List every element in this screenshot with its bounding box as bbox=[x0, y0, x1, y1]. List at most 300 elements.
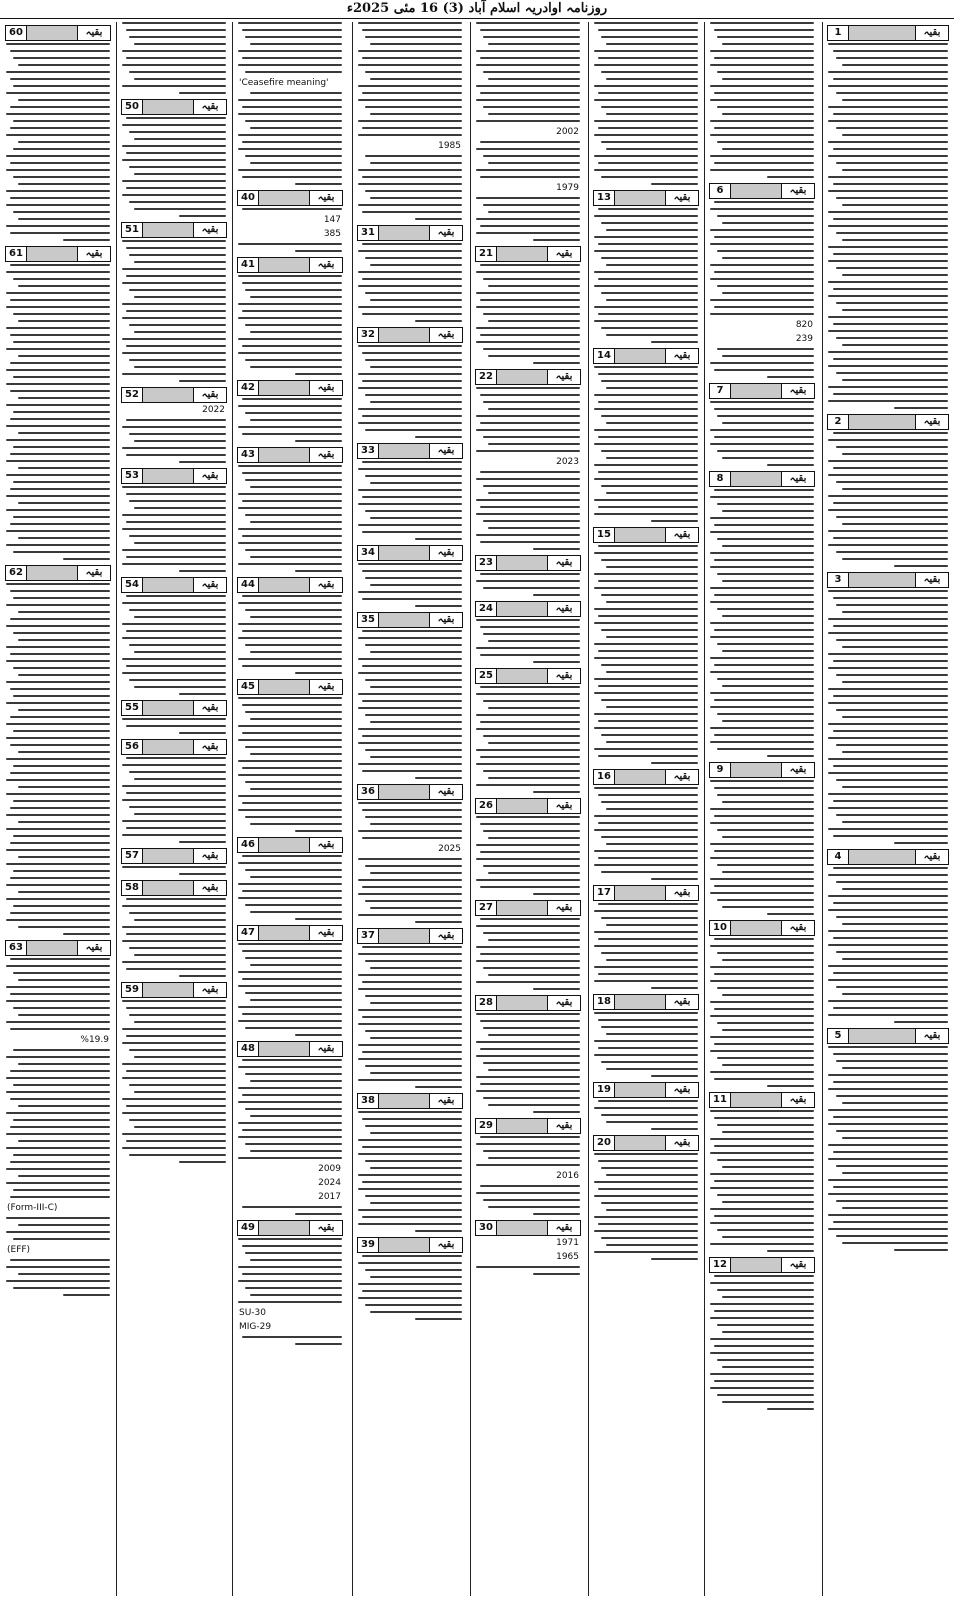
text-block bbox=[826, 432, 950, 567]
masthead-dateline: روزنامہ اوادریہ اسلام آباد (3) 16 مئی 2025ء bbox=[0, 0, 954, 19]
text-block bbox=[4, 1049, 112, 1198]
continuation-item bbox=[592, 885, 700, 989]
tag-shade bbox=[497, 602, 547, 616]
continuation-item bbox=[236, 190, 344, 252]
continuation-item bbox=[236, 679, 344, 832]
tag-number: 51 bbox=[122, 223, 143, 237]
text-block bbox=[826, 590, 950, 844]
continuation-item bbox=[236, 925, 344, 1036]
tag-label: بقیہ bbox=[781, 384, 814, 398]
text-block bbox=[356, 345, 464, 438]
tag-shade bbox=[497, 1119, 547, 1133]
tag-number: 15 bbox=[594, 528, 615, 542]
column-6 bbox=[592, 22, 700, 1596]
tag-number: 62 bbox=[6, 566, 27, 580]
tag-shade bbox=[379, 1238, 429, 1252]
tag-shade bbox=[731, 1093, 781, 1107]
tag-number: 21 bbox=[476, 247, 497, 261]
text-block bbox=[592, 22, 700, 185]
tag-number: 19 bbox=[594, 1083, 615, 1097]
tag-number: 8 bbox=[710, 472, 731, 486]
tag-shade bbox=[849, 850, 915, 864]
continuation-tag bbox=[593, 190, 699, 206]
tag-shade bbox=[379, 613, 429, 627]
text-block bbox=[592, 903, 700, 989]
tag-shade bbox=[27, 26, 77, 40]
text-block bbox=[356, 946, 464, 1088]
inline-figure: 385 bbox=[323, 229, 341, 239]
tag-number: 22 bbox=[476, 370, 497, 384]
tag-number: 16 bbox=[594, 770, 615, 784]
tag-shade bbox=[849, 415, 915, 429]
text-block bbox=[120, 718, 228, 734]
inline-figure: 2009 bbox=[318, 1164, 341, 1174]
tag-label: بقیہ bbox=[309, 926, 342, 940]
text-block bbox=[708, 938, 816, 1087]
text-block bbox=[708, 348, 816, 378]
tag-number: 4 bbox=[828, 850, 849, 864]
continuation-tag bbox=[121, 468, 227, 484]
tag-label: بقیہ bbox=[781, 472, 814, 486]
text-block bbox=[236, 22, 344, 73]
continuation-item bbox=[592, 190, 700, 343]
continuation-tag bbox=[357, 327, 463, 343]
text-block bbox=[4, 43, 112, 241]
continuation-item bbox=[474, 246, 582, 364]
continuation-item bbox=[120, 700, 228, 734]
text-block bbox=[120, 866, 228, 875]
continuation-item bbox=[826, 414, 950, 567]
inline-figure: 1965 bbox=[556, 1252, 579, 1262]
continuation-tag bbox=[121, 577, 227, 593]
tag-number: 60 bbox=[6, 26, 27, 40]
continuation-item bbox=[474, 668, 582, 793]
continuation-tag bbox=[827, 572, 949, 588]
text-block bbox=[592, 1100, 700, 1130]
tag-number: 24 bbox=[476, 602, 497, 616]
continuation-tag bbox=[237, 577, 343, 593]
continuation-item bbox=[356, 1237, 464, 1320]
continuation-tag bbox=[357, 1237, 463, 1253]
column-1 bbox=[4, 22, 112, 1596]
tag-shade bbox=[731, 921, 781, 935]
tag-shade bbox=[497, 799, 547, 813]
text-block bbox=[236, 1206, 344, 1215]
text-block bbox=[474, 619, 582, 663]
tag-label: بقیہ bbox=[429, 444, 462, 458]
tag-label: بقیہ bbox=[429, 328, 462, 342]
continuation-item bbox=[4, 565, 112, 935]
tag-label: بقیہ bbox=[193, 223, 226, 237]
continuation-tag bbox=[237, 257, 343, 273]
tag-shade bbox=[143, 578, 193, 592]
tag-label: بقیہ bbox=[547, 799, 580, 813]
text-block bbox=[826, 43, 950, 409]
continuation-item bbox=[708, 1257, 816, 1410]
tag-label: بقیہ bbox=[429, 785, 462, 799]
continuation-item bbox=[708, 762, 816, 915]
tag-number: 57 bbox=[122, 849, 143, 863]
tag-number: 45 bbox=[238, 680, 259, 694]
tag-number: 12 bbox=[710, 1258, 731, 1272]
text-block bbox=[120, 240, 228, 382]
tag-shade bbox=[143, 849, 193, 863]
tag-number: 11 bbox=[710, 1093, 731, 1107]
continuation-tag bbox=[709, 1092, 815, 1108]
continuation-item bbox=[474, 369, 582, 550]
continuation-item bbox=[236, 837, 344, 920]
continuation-item bbox=[236, 380, 344, 442]
inline-figure: 2025 bbox=[438, 844, 461, 854]
column-4 bbox=[356, 22, 464, 1596]
tag-label: بقیہ bbox=[309, 381, 342, 395]
tag-label: بقیہ bbox=[547, 901, 580, 915]
tag-number: 23 bbox=[476, 556, 497, 570]
text-block bbox=[826, 867, 950, 1023]
text-block bbox=[708, 1110, 816, 1252]
tag-number: 46 bbox=[238, 838, 259, 852]
tag-shade bbox=[849, 573, 915, 587]
inline-figure: 'Ceasefire meaning' bbox=[239, 78, 329, 88]
tag-shade bbox=[497, 996, 547, 1010]
text-block bbox=[592, 1153, 700, 1260]
tag-number: 27 bbox=[476, 901, 497, 915]
tag-number: 28 bbox=[476, 996, 497, 1010]
tag-shade bbox=[259, 258, 309, 272]
tag-shade bbox=[497, 556, 547, 570]
continuation-tag bbox=[593, 769, 699, 785]
continuation-tag bbox=[121, 99, 227, 115]
continuation-item bbox=[592, 1135, 700, 1260]
continuation-item bbox=[236, 1041, 344, 1215]
tag-label: بقیہ bbox=[429, 226, 462, 240]
tag-shade bbox=[731, 184, 781, 198]
text-block bbox=[120, 595, 228, 695]
tag-shade bbox=[259, 381, 309, 395]
tag-label: بقیہ bbox=[193, 881, 226, 895]
continuation-tag bbox=[357, 612, 463, 628]
continuation-item bbox=[356, 928, 464, 1088]
text-block bbox=[120, 117, 228, 217]
continuation-tag bbox=[237, 1220, 343, 1236]
tag-shade bbox=[259, 1221, 309, 1235]
tag-number: 30 bbox=[476, 1221, 497, 1235]
tag-number: 20 bbox=[594, 1136, 615, 1150]
tag-shade bbox=[615, 886, 665, 900]
text-block bbox=[120, 22, 228, 94]
tag-number: 34 bbox=[358, 546, 379, 560]
tag-number: 56 bbox=[122, 740, 143, 754]
text-block bbox=[236, 697, 344, 832]
tag-shade bbox=[143, 983, 193, 997]
tag-number: 39 bbox=[358, 1238, 379, 1252]
continuation-item bbox=[474, 555, 582, 596]
tag-label: بقیہ bbox=[547, 247, 580, 261]
continuation-item bbox=[120, 387, 228, 463]
column-8 bbox=[826, 22, 950, 1596]
tag-label: بقیہ bbox=[915, 850, 948, 864]
tag-label: بقیہ bbox=[547, 996, 580, 1010]
continuation-tag bbox=[593, 348, 699, 364]
tag-shade bbox=[731, 384, 781, 398]
text-block bbox=[708, 1275, 816, 1410]
tag-label: بقیہ bbox=[309, 448, 342, 462]
text-block bbox=[708, 201, 816, 315]
continuation-tag bbox=[827, 849, 949, 865]
tag-shade bbox=[731, 472, 781, 486]
column-rule bbox=[470, 22, 471, 1596]
continuation-tag bbox=[237, 380, 343, 396]
text-block bbox=[826, 1046, 950, 1251]
continuation-item bbox=[826, 572, 950, 844]
tag-number: 31 bbox=[358, 226, 379, 240]
continuation-item bbox=[474, 601, 582, 663]
text-block bbox=[592, 366, 700, 522]
tag-label: بقیہ bbox=[309, 1221, 342, 1235]
tag-label: بقیہ bbox=[665, 995, 698, 1009]
continuation-item bbox=[826, 849, 950, 1023]
tag-number: 26 bbox=[476, 799, 497, 813]
continuation-item bbox=[592, 348, 700, 522]
tag-label: بقیہ bbox=[665, 349, 698, 363]
tag-label: بقیہ bbox=[665, 1083, 698, 1097]
tag-shade bbox=[497, 901, 547, 915]
continuation-item bbox=[120, 222, 228, 382]
text-block bbox=[474, 22, 582, 122]
continuation-tag bbox=[121, 739, 227, 755]
tag-label: بقیہ bbox=[77, 941, 110, 955]
text-block bbox=[4, 958, 112, 1030]
tag-label: بقیہ bbox=[665, 528, 698, 542]
text-block bbox=[356, 858, 464, 923]
inline-figure: 1985 bbox=[438, 141, 461, 151]
continuation-tag bbox=[475, 995, 581, 1011]
tag-number: 14 bbox=[594, 349, 615, 363]
tag-shade bbox=[379, 226, 429, 240]
text-block bbox=[236, 465, 344, 572]
continuation-item bbox=[356, 225, 464, 322]
continuation-item bbox=[592, 1082, 700, 1130]
tag-number: 36 bbox=[358, 785, 379, 799]
text-block bbox=[592, 545, 700, 764]
continuation-tag bbox=[5, 25, 111, 41]
inline-figure: 2002 bbox=[556, 127, 579, 137]
tag-shade bbox=[259, 838, 309, 852]
tag-number: 48 bbox=[238, 1042, 259, 1056]
tag-shade bbox=[379, 328, 429, 342]
tag-label: بقیہ bbox=[665, 1136, 698, 1150]
tag-shade bbox=[143, 881, 193, 895]
tag-number: 40 bbox=[238, 191, 259, 205]
inline-figure: 2023 bbox=[556, 457, 579, 467]
tag-number: 59 bbox=[122, 983, 143, 997]
continuation-item bbox=[592, 769, 700, 880]
continuation-tag bbox=[237, 1041, 343, 1057]
continuation-tag bbox=[237, 837, 343, 853]
continuation-item bbox=[826, 1028, 950, 1251]
continuation-tag bbox=[709, 920, 815, 936]
column-5 bbox=[474, 22, 582, 1596]
tag-label: بقیہ bbox=[193, 100, 226, 114]
continuation-tag bbox=[5, 940, 111, 956]
continuation-tag bbox=[237, 679, 343, 695]
tag-label: بقیہ bbox=[781, 763, 814, 777]
continuation-tag bbox=[593, 1135, 699, 1151]
text-block bbox=[356, 243, 464, 322]
tag-label: بقیہ bbox=[77, 26, 110, 40]
continuation-item bbox=[708, 471, 816, 757]
continuation-tag bbox=[709, 762, 815, 778]
text-block bbox=[474, 141, 582, 178]
continuation-item bbox=[4, 246, 112, 560]
text-block bbox=[474, 686, 582, 793]
inline-figure: 2022 bbox=[202, 405, 225, 415]
tag-shade bbox=[27, 247, 77, 261]
continuation-item bbox=[474, 900, 582, 990]
continuation-item bbox=[120, 982, 228, 1163]
tag-number: 33 bbox=[358, 444, 379, 458]
tag-shade bbox=[849, 1029, 915, 1043]
tag-shade bbox=[379, 929, 429, 943]
text-block bbox=[4, 1217, 112, 1240]
continuation-tag bbox=[121, 222, 227, 238]
continuation-item bbox=[120, 468, 228, 572]
text-block bbox=[120, 486, 228, 572]
tag-shade bbox=[259, 191, 309, 205]
text-block bbox=[356, 1255, 464, 1320]
text-block bbox=[236, 275, 344, 375]
tag-label: بقیہ bbox=[665, 770, 698, 784]
continuation-item bbox=[120, 739, 228, 843]
tag-label: بقیہ bbox=[309, 838, 342, 852]
tag-label: بقیہ bbox=[781, 184, 814, 198]
tag-label: بقیہ bbox=[429, 1094, 462, 1108]
inline-figure: 820 bbox=[795, 320, 813, 330]
tag-number: 43 bbox=[238, 448, 259, 462]
tag-label: بقیہ bbox=[193, 983, 226, 997]
tag-number: 25 bbox=[476, 669, 497, 683]
tag-shade bbox=[615, 191, 665, 205]
tag-number: 3 bbox=[828, 573, 849, 587]
continuation-tag bbox=[475, 369, 581, 385]
continuation-tag bbox=[475, 555, 581, 571]
continuation-item bbox=[356, 1093, 464, 1232]
tag-shade bbox=[143, 100, 193, 114]
continuation-item bbox=[592, 527, 700, 764]
tag-label: بقیہ bbox=[193, 469, 226, 483]
text-block bbox=[236, 855, 344, 920]
tag-shade bbox=[143, 469, 193, 483]
column-rule bbox=[704, 22, 705, 1596]
tag-shade bbox=[27, 941, 77, 955]
tag-number: 6 bbox=[710, 184, 731, 198]
continuation-item bbox=[356, 443, 464, 540]
text-block bbox=[474, 1013, 582, 1113]
tag-shade bbox=[497, 247, 547, 261]
tag-number: 5 bbox=[828, 1029, 849, 1043]
text-block bbox=[592, 787, 700, 880]
tag-number: 13 bbox=[594, 191, 615, 205]
text-block bbox=[474, 1266, 582, 1275]
text-block bbox=[474, 197, 582, 241]
text-block bbox=[708, 489, 816, 757]
inline-figure: 2017 bbox=[318, 1192, 341, 1202]
column-rule bbox=[232, 22, 233, 1596]
tag-number: 63 bbox=[6, 941, 27, 955]
text-block bbox=[592, 1012, 700, 1077]
tag-label: بقیہ bbox=[193, 740, 226, 754]
continuation-tag bbox=[121, 880, 227, 896]
tag-number: 2 bbox=[828, 415, 849, 429]
tag-shade bbox=[379, 1094, 429, 1108]
tag-label: بقیہ bbox=[193, 388, 226, 402]
continuation-item bbox=[236, 1220, 344, 1345]
continuation-item bbox=[826, 25, 950, 409]
continuation-item bbox=[4, 940, 112, 1296]
continuation-tag bbox=[357, 1093, 463, 1109]
continuation-tag bbox=[237, 925, 343, 941]
tag-label: بقیہ bbox=[547, 556, 580, 570]
continuation-tag bbox=[121, 700, 227, 716]
continuation-item bbox=[708, 920, 816, 1087]
continuation-item bbox=[120, 577, 228, 695]
text-block bbox=[474, 1136, 582, 1166]
text-block bbox=[356, 630, 464, 779]
continuation-tag bbox=[475, 1118, 581, 1134]
tag-number: 53 bbox=[122, 469, 143, 483]
tag-label: بقیہ bbox=[547, 669, 580, 683]
continuation-tag bbox=[357, 443, 463, 459]
column-7 bbox=[708, 22, 816, 1596]
tag-label: بقیہ bbox=[781, 1093, 814, 1107]
tag-shade bbox=[143, 701, 193, 715]
text-block bbox=[236, 1336, 344, 1345]
tag-number: 18 bbox=[594, 995, 615, 1009]
tag-number: 47 bbox=[238, 926, 259, 940]
text-block bbox=[708, 22, 816, 178]
tag-shade bbox=[27, 566, 77, 580]
text-block bbox=[356, 155, 464, 220]
column-3 bbox=[236, 22, 344, 1596]
inline-figure: 1979 bbox=[556, 183, 579, 193]
continuation-tag bbox=[593, 994, 699, 1010]
tag-label: بقیہ bbox=[77, 247, 110, 261]
continuation-tag bbox=[475, 798, 581, 814]
continuation-item bbox=[236, 447, 344, 572]
continuation-item bbox=[236, 257, 344, 375]
continuation-tag bbox=[121, 982, 227, 998]
continuation-tag bbox=[475, 246, 581, 262]
tag-label: بقیہ bbox=[429, 1238, 462, 1252]
text-block bbox=[236, 595, 344, 674]
tag-label: بقیہ bbox=[429, 546, 462, 560]
continuation-tag bbox=[357, 545, 463, 561]
inline-figure: MIG-29 bbox=[239, 1322, 272, 1332]
text-block bbox=[4, 583, 112, 935]
continuation-item bbox=[356, 545, 464, 607]
continuation-item bbox=[120, 880, 228, 977]
tag-label: بقیہ bbox=[665, 191, 698, 205]
continuation-item bbox=[356, 784, 464, 923]
inline-figure: 239 bbox=[795, 334, 813, 344]
text-block bbox=[708, 401, 816, 466]
continuation-tag bbox=[475, 668, 581, 684]
text-block bbox=[120, 898, 228, 977]
column-rule bbox=[822, 22, 823, 1596]
continuation-tag bbox=[237, 190, 343, 206]
inline-figure: (EFF) bbox=[7, 1245, 31, 1255]
continuation-tag bbox=[827, 1028, 949, 1044]
